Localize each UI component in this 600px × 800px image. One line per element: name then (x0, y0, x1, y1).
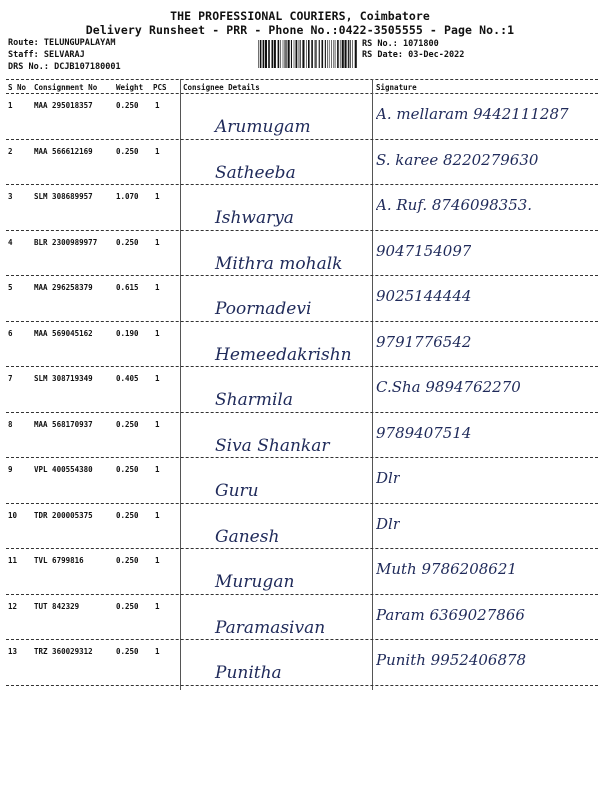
staff-label: Staff: (8, 50, 39, 60)
barcode-bar (283, 40, 284, 68)
row-weight: 0.250 (116, 101, 139, 110)
barcode-bar (308, 40, 310, 68)
row-signature: S. karee 8220279630 (376, 150, 539, 169)
row-signature: A. mellaram 9442111287 (376, 105, 569, 123)
row-signature: 9791776542 (376, 332, 472, 351)
barcode-bar (278, 40, 280, 68)
row-pcs: 1 (155, 283, 160, 292)
row-sno: 10 (8, 510, 18, 520)
row-weight: 0.250 (116, 465, 139, 474)
barcode-bar (272, 40, 274, 68)
row-consignment-no: MAA 296258379 (34, 283, 93, 292)
row-sno: 9 (8, 465, 13, 474)
row-sno: 13 (8, 647, 18, 656)
row-sno: 3 (8, 192, 13, 201)
col-header-consignee: Consignee Details (183, 83, 260, 92)
barcode-bar (345, 40, 347, 68)
row-pcs: 1 (155, 601, 160, 611)
row-weight: 1.070 (116, 192, 139, 201)
staff-value: SELVARAJ (43, 50, 85, 60)
row-divider (6, 184, 598, 185)
row-consignment-no: TUT 842329 (34, 601, 80, 611)
row-weight: 0.250 (116, 419, 139, 429)
row-sno: 6 (8, 328, 13, 338)
barcode-bar (340, 40, 341, 68)
col-header-signature: Signature (376, 83, 417, 92)
rs-date-label: RS Date: (362, 50, 403, 60)
row-sno: 5 (8, 283, 13, 292)
row-consignment-no: TDR 200005375 (34, 510, 93, 520)
row-signature: Muth 9786208621 (376, 560, 517, 578)
row-sno: 1 (8, 101, 13, 110)
row-signature: Dlr (376, 514, 400, 533)
row-sno: 12 (8, 601, 18, 611)
row-signature: A. Ruf. 8746098353. (376, 196, 533, 214)
barcode-bar (335, 40, 336, 68)
row-divider (6, 366, 598, 367)
row-divider (6, 457, 598, 458)
barcode-bar (316, 40, 317, 68)
row-sno: 7 (8, 374, 13, 383)
row-consignee-name: Paramasivan (215, 617, 326, 638)
row-weight: 0.250 (116, 601, 139, 611)
row-consignment-no: TRZ 360029312 (34, 647, 93, 656)
row-weight: 0.615 (116, 283, 139, 292)
row-consignment-no: MAA 568170937 (34, 419, 93, 429)
barcode-bar (322, 40, 324, 68)
row-consignment-no: MAA 295018357 (34, 101, 93, 110)
barcode-bar (342, 40, 344, 68)
barcode-bar (288, 40, 290, 68)
barcode-bar (298, 40, 299, 68)
row-divider (6, 275, 598, 276)
row-divider (6, 321, 598, 322)
row-consignment-no: MAA 569045162 (34, 328, 93, 338)
row-divider (6, 594, 598, 595)
row-consignment-no: SLM 308719349 (34, 374, 93, 383)
row-consignment-no: SLM 308689957 (34, 192, 93, 201)
row-signature: Param 6369027866 (376, 605, 525, 624)
drs-value: DCJB107180001 (54, 62, 121, 72)
barcode-bar (263, 40, 265, 68)
row-divider (6, 685, 598, 686)
row-weight: 0.250 (116, 556, 139, 565)
row-divider (6, 412, 598, 413)
row-signature: 9047154097 (376, 241, 472, 260)
row-pcs: 1 (155, 556, 160, 565)
rs-date-field (362, 50, 464, 60)
barcode-bar (350, 40, 351, 68)
row-divider (6, 639, 598, 640)
barcode-bar (286, 40, 287, 68)
barcode-bar (348, 40, 349, 68)
barcode-bar (280, 40, 281, 68)
drs-field (8, 62, 121, 72)
row-signature: Dlr (376, 469, 400, 487)
barcode-bar (258, 40, 259, 68)
barcode-bar (329, 40, 330, 68)
barcode-bar (285, 40, 286, 68)
row-pcs: 1 (155, 237, 160, 247)
barcode-image (258, 40, 358, 68)
row-weight: 0.405 (116, 374, 139, 383)
row-sno: 2 (8, 146, 13, 156)
barcode-bar (294, 40, 295, 68)
column-divider-consignee (180, 79, 181, 690)
barcode-bar (319, 40, 320, 68)
row-pcs: 1 (155, 192, 160, 201)
row-consignment-no: MAA 566612169 (34, 146, 93, 156)
row-weight: 0.190 (116, 328, 139, 338)
row-consignee-name: Arumugam (215, 117, 311, 137)
drs-label: DRS No.: (8, 62, 49, 72)
barcode-bar (325, 40, 326, 68)
row-consignee-name: Siva Shankar (215, 435, 330, 456)
row-weight: 0.250 (116, 146, 139, 156)
row-consignee-name: Murugan (215, 572, 295, 592)
table-top-rule (6, 79, 598, 80)
barcode-bar (265, 40, 267, 68)
staff-field (8, 50, 85, 60)
row-consignee-name: Hemeedakrishn (215, 344, 352, 365)
route-value: TELUNGUPALAYAM (43, 38, 116, 48)
row-signature: 9789407514 (376, 423, 472, 442)
row-pcs: 1 (155, 647, 160, 656)
row-weight: 0.250 (116, 647, 139, 656)
row-pcs: 1 (155, 510, 160, 520)
row-weight: 0.250 (116, 510, 139, 520)
row-sno: 4 (8, 237, 13, 247)
row-consignment-no: BLR 2300989977 (34, 237, 98, 247)
row-consignee-name: Mithra mohalk (215, 253, 343, 274)
barcode-bar (311, 40, 313, 68)
row-consignee-name: Ganesh (215, 526, 280, 547)
barcode-bar (302, 40, 304, 68)
col-header-sno: S No (8, 83, 27, 92)
barcode-bar (268, 40, 270, 68)
barcode-bar (315, 40, 316, 68)
barcode-bar (327, 40, 328, 68)
row-pcs: 1 (155, 374, 160, 383)
barcode-bar (274, 40, 276, 68)
rs-date-value: 03-Dec-2022 (408, 50, 465, 60)
col-header-consignment: Consignment No (34, 83, 98, 92)
route-field (8, 38, 116, 48)
company-title: THE PROFESSIONAL COURIERS, Coimbatore (170, 9, 430, 23)
row-divider (6, 230, 598, 231)
row-pcs: 1 (155, 146, 160, 156)
barcode-bar (352, 40, 353, 68)
row-pcs: 1 (155, 419, 160, 429)
row-signature: Punith 9952406878 (376, 651, 527, 669)
route-label: Route: (8, 38, 39, 48)
barcode-bar (291, 40, 292, 68)
row-signature: C.Sha 9894762270 (376, 378, 521, 396)
row-consignment-no: TVL 6799816 (34, 556, 84, 565)
row-pcs: 1 (155, 101, 160, 110)
row-consignment-no: VPL 400554380 (34, 465, 93, 474)
row-pcs: 1 (155, 465, 160, 474)
rs-no-field (362, 39, 439, 49)
barcode-bar (331, 40, 332, 68)
col-header-pcs: PCS (153, 83, 167, 92)
row-weight: 0.250 (116, 237, 139, 247)
row-divider (6, 548, 598, 549)
rs-no-value: 1071800 (402, 39, 439, 49)
rs-no-label: RS No.: (362, 39, 398, 49)
barcode-bar (296, 40, 298, 68)
row-sno: 8 (8, 419, 13, 429)
row-consignee-name: Guru (215, 481, 259, 501)
barcode-bar (337, 40, 339, 68)
row-pcs: 1 (155, 328, 160, 338)
row-consignee-name: Punitha (215, 663, 282, 683)
row-consignee-name: Ishwarya (215, 208, 294, 228)
row-signature: 9025144444 (376, 287, 472, 305)
col-header-weight: Weight (116, 83, 144, 92)
barcode-bar (334, 40, 335, 68)
column-divider-signature (372, 79, 373, 690)
barcode-bar (306, 40, 307, 68)
barcode-bar (260, 40, 262, 68)
row-consignee-name: Satheeba (215, 162, 296, 183)
row-divider (6, 503, 598, 504)
header-bottom-rule (6, 93, 598, 94)
row-consignee-name: Poornadevi (215, 299, 312, 319)
row-divider (6, 139, 598, 140)
row-sno: 11 (8, 556, 18, 565)
barcode-bar (300, 40, 301, 68)
barcode-bar (355, 40, 357, 68)
runsheet-subtitle: Delivery Runsheet - PRR - Phone No.:0422-3505555 - Page No.:1 (85, 23, 515, 37)
row-consignee-name: Sharmila (215, 390, 293, 410)
